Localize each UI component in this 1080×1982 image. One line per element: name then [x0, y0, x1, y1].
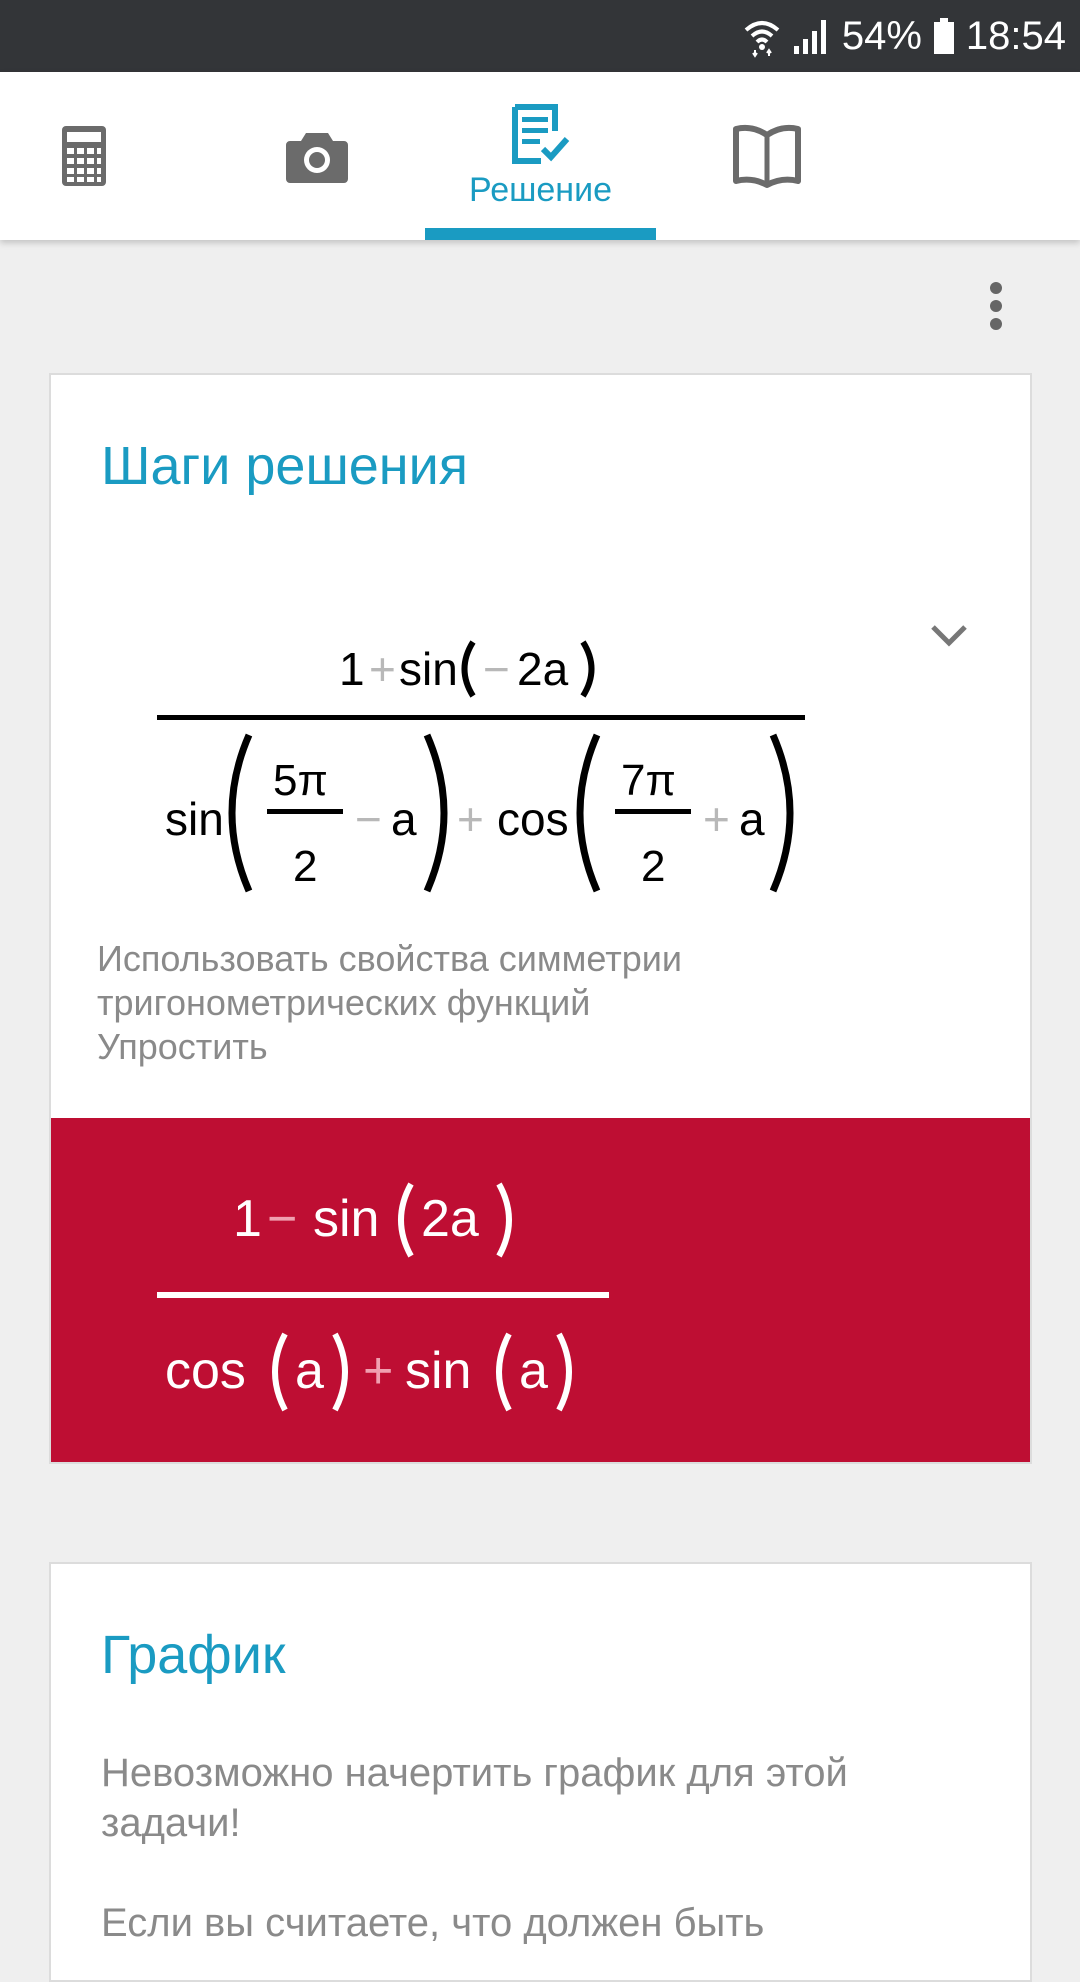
- clock: 18:54: [965, 13, 1066, 58]
- step-description-line: Упростить: [97, 1026, 268, 1067]
- calculator-icon: [62, 126, 106, 186]
- tab-bar: [0, 72, 1080, 240]
- num-one: 1: [339, 643, 365, 695]
- wifi-icon: [742, 16, 782, 56]
- menu-dot: [990, 300, 1002, 312]
- den-plus: +: [457, 793, 484, 845]
- frac2-num: 7π: [621, 756, 676, 805]
- steps-title: Шаги решения: [101, 436, 469, 496]
- result-expression: [101, 1162, 701, 1422]
- graph-message: Невозможно начертить график для этой задачи!: [101, 1751, 848, 1845]
- step-description-line: тригонометрических функций: [97, 982, 591, 1023]
- res-cos: cos: [165, 1342, 246, 1400]
- res-sin: sin: [313, 1190, 380, 1248]
- den-a1: a: [391, 793, 417, 845]
- tab-calculator[interactable]: [0, 72, 168, 240]
- frac1-num: 5π: [273, 756, 328, 805]
- res-one: 1: [233, 1190, 262, 1248]
- book-icon: [732, 123, 802, 189]
- res-plus: +: [363, 1342, 394, 1400]
- signal-icon: [792, 16, 832, 56]
- tab-solution[interactable]: [425, 72, 656, 240]
- solution-steps-card: [49, 373, 1032, 1464]
- num-minus: −: [483, 643, 510, 695]
- chevron-down-icon[interactable]: [929, 621, 969, 649]
- battery-percent: 54%: [841, 13, 922, 58]
- tab-solution-label: Решение: [469, 170, 612, 209]
- more-vert-icon[interactable]: [976, 274, 1016, 338]
- active-tab-indicator: [425, 228, 656, 240]
- frac1-den: 2: [293, 842, 318, 891]
- battery-icon: [932, 16, 956, 56]
- notes-check-icon: [509, 103, 573, 167]
- graph-message-continued: Если вы считаете, что должен быть: [101, 1901, 765, 1945]
- step-description-line: Использовать свойства симметрии: [97, 938, 682, 979]
- menu-dot: [990, 318, 1002, 330]
- num-plus: +: [369, 643, 396, 695]
- num-sin: sin: [399, 643, 458, 695]
- frac2-den: 2: [641, 842, 666, 891]
- step-expression[interactable]: [101, 595, 801, 925]
- den-plus2: +: [703, 793, 730, 845]
- res-minus: −: [267, 1190, 298, 1248]
- status-bar: [0, 0, 1080, 72]
- den-a2: a: [739, 793, 765, 845]
- tab-camera[interactable]: [225, 72, 408, 240]
- step-description: [97, 937, 977, 1069]
- menu-dot: [990, 282, 1002, 294]
- res-a1: a: [295, 1342, 324, 1400]
- result-panel[interactable]: [51, 1118, 1030, 1462]
- tab-book[interactable]: [675, 72, 858, 240]
- graph-card: [49, 1562, 1032, 1982]
- res-sin2: sin: [405, 1342, 472, 1400]
- den-sin: sin: [165, 793, 224, 845]
- res-a2: a: [519, 1342, 548, 1400]
- camera-icon: [286, 129, 348, 183]
- den-cos: cos: [497, 793, 569, 845]
- status-indicators: [742, 0, 1066, 72]
- res-arg: 2a: [421, 1190, 479, 1248]
- den-minus: −: [355, 793, 382, 845]
- num-arg: 2a: [517, 643, 569, 695]
- graph-title: График: [101, 1625, 286, 1685]
